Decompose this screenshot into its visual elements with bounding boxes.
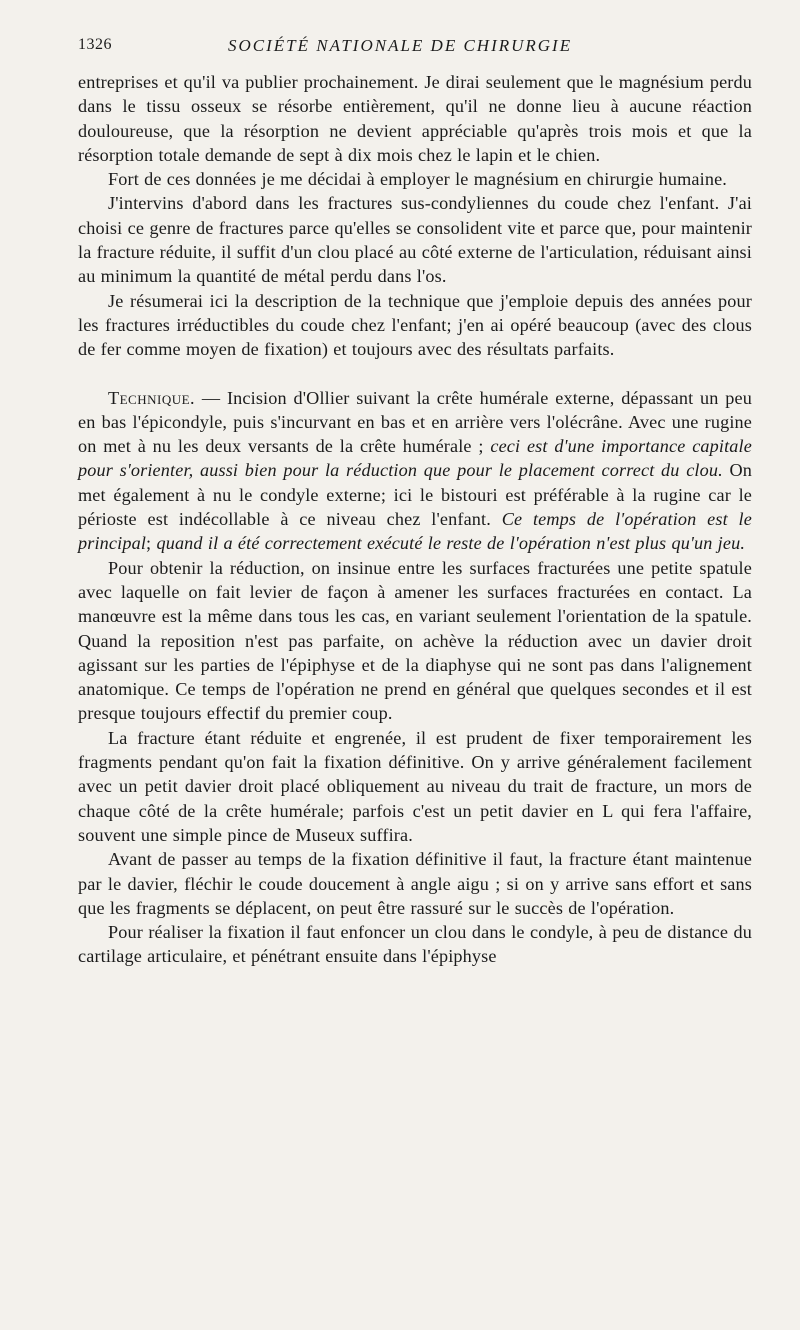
paragraph: Je résumerai ici la description de la technique que j'emploie depuis des années pour les fractures irréductibles du coude chez l'enfant; j'en ai opéré beaucoup (avec des clous de fer comme moyen de fixation) et toujours avec des résultats parfaits. — [78, 290, 752, 360]
section-label: Technique. — [108, 387, 196, 408]
paragraph: Pour obtenir la réduction, on insinue entre les surfaces fracturées une petite spatule avec laquelle on fait levier de façon à amener les surfaces fracturées en contact. La manœuvre est la même dans tous les cas, en variant seulement l'orientation de la spatule. Quand la reposition n'est pas parfaite, on achève la réduction avec un davier droit agissant sur les parties de l'épiphyse et de la diaphyse qui ne sont pas dans l'alignement anatomique. Ce temps de l'opération ne prend en général que quelques secondes et il est presque toujours effectif du premier coup. — [78, 557, 752, 724]
paragraph: Fort de ces données je me décidai à employer le magnésium en chirurgie humaine. — [108, 169, 728, 190]
page-number: 1326 — [78, 36, 112, 53]
paragraph: J'intervins d'abord dans les fractures sus-condyliennes du coude chez l'enfant. J'ai choisi ce genre de fractures parce qu'elles se consolident vite et parce que, pour maintenir la fracture réduite, il suffit d'un clou placé au côté externe de l'articulation, réduisant ainsi au minimum la quantité de métal perdu dans l'os. — [78, 193, 752, 287]
paragraph-text: ; — [146, 533, 157, 554]
italic-emphasis: Ce temps de l'opération est le principal — [78, 509, 752, 554]
running-title: SOCIÉTÉ NATIONALE DE CHIRURGIE — [228, 36, 573, 55]
page-header — [78, 36, 752, 70]
body-text — [78, 70, 752, 969]
paragraph-text: Incision d'Ollier suivant la crête humérale externe, dépassant un peu en bas l'épicondyle, puis s'incurvant en bas et en arrière vers l'olécrâne. Avec une rugine on met à nu les deux versants de la crête humérale ; — [78, 387, 753, 457]
paragraph: entreprises et qu'il va publier prochainement. Je dirai seulement que le magnésium perdu dans le tissu osseux se résorbe entièrement, qu'il ne donne lieu à aucune réaction douloureuse, que la résorption ne devient appréciable qu'après trois mois et que la résorption totale demande de sept à dix mois chez le lapin et le chien. — [78, 72, 752, 165]
paragraph: Pour réaliser la fixation il faut enfoncer un clou dans le condyle, à peu de distance du cartilage articulaire, et pénétrant ensuite dans l'épiphyse — [78, 922, 752, 967]
technique-paragraph — [78, 386, 752, 556]
paragraph: La fracture étant réduite et engrenée, il est prudent de fixer temporairement les fragments pendant qu'on fait la fixation définitive. On y arrive généralement facilement avec un petit davier droit placé obliquement au niveau du trait de fracture, un mors de chaque côté de la crête humérale; parfois c'est un petit davier en L qui fera l'affaire, souvent une simple pince de Museux suffira. — [78, 727, 752, 845]
italic-emphasis: quand il a été correctement exécuté le reste de l'opération n'est plus qu'un jeu. — [156, 533, 746, 554]
em-dash: — — [195, 387, 227, 408]
paragraph-text: On met également à nu le condyle externe; ici le bistouri est préférable à la rugine car le périoste est indécollable à ce niveau chez l'enfant. — [78, 460, 752, 530]
italic-emphasis: ceci est d'une importance capitale pour s'orienter, aussi bien pour la réduction que pour le placement correct du clou. — [78, 436, 752, 481]
paragraph: Avant de passer au temps de la fixation définitive il faut, la fracture étant maintenue par le davier, fléchir le coude doucement à angle aigu ; si on y arrive sans effort et sans que les fragments se déplacent, on peut être rassuré sur le succès de l'opération. — [78, 849, 752, 918]
